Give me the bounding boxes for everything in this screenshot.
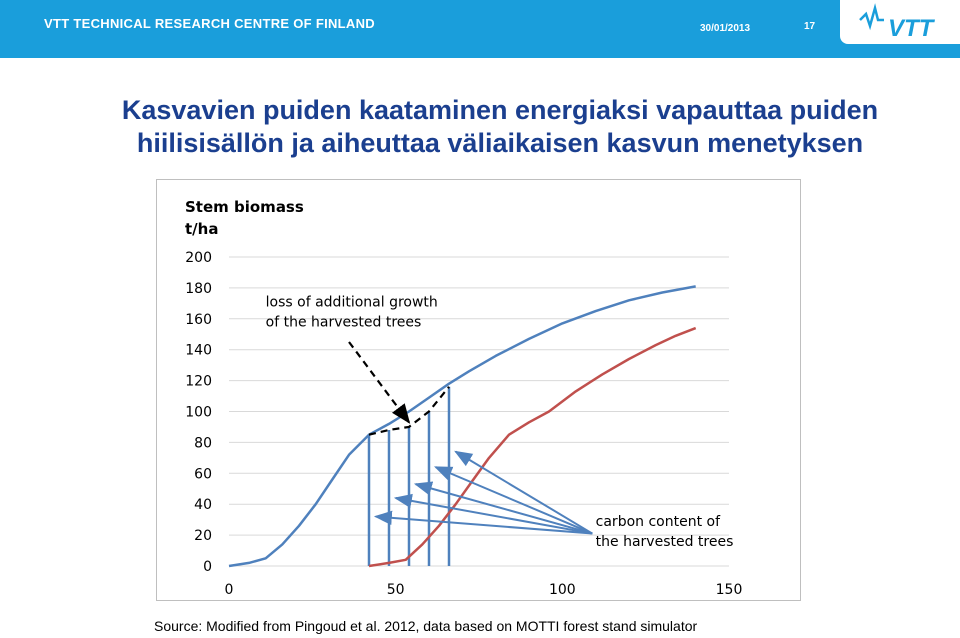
y-tick-label-100: 100 bbox=[185, 404, 212, 421]
slide-date: 30/01/2013 bbox=[700, 23, 751, 34]
slide-title-line2: hiilisisällön ja aiheuttaa väliaikaisen kasvun menetyksen bbox=[136, 128, 864, 158]
y-tick-label-60: 60 bbox=[194, 466, 212, 483]
series-line-2 bbox=[369, 328, 696, 566]
y-axis-label-line2: t/ha bbox=[185, 220, 219, 238]
x-tick-label-100: 100 bbox=[548, 582, 576, 598]
source-caption: Source: Modified from Pingoud et al. 2012, data based on MOTTI forest stand simulator bbox=[154, 618, 698, 634]
annotation-carbon-line1: carbon content of bbox=[595, 513, 721, 530]
y-tick-label-120: 120 bbox=[185, 373, 212, 390]
page-number: 17 bbox=[804, 21, 816, 32]
slide-title-line1: Kasvavien puiden kaataminen energiaksi vapauttaa puiden bbox=[121, 95, 879, 125]
y-tick-label-160: 160 bbox=[185, 311, 212, 328]
annotation-carbon-line2: the harvested trees bbox=[595, 533, 734, 550]
y-tick-label-200: 200 bbox=[185, 250, 212, 266]
biomass-chart bbox=[157, 180, 800, 600]
y-tick-label-140: 140 bbox=[185, 342, 212, 359]
annotation-loss-line1: loss of additional growth bbox=[265, 294, 438, 311]
header-bar bbox=[0, 0, 960, 58]
y-axis-label-line1: Stem biomass bbox=[185, 198, 304, 216]
vtt-logo bbox=[840, 0, 960, 44]
y-tick-label-180: 180 bbox=[185, 280, 212, 297]
y-tick-label-80: 80 bbox=[194, 435, 212, 452]
x-tick-label-150: 150 bbox=[715, 582, 743, 598]
annotation-loss-line2: of the harvested trees bbox=[265, 314, 422, 331]
x-tick-label-0: 0 bbox=[224, 582, 234, 598]
logo-text: VTT bbox=[888, 15, 934, 42]
vtt-logo-icon bbox=[840, 0, 960, 44]
annotation-loss-arrow bbox=[349, 342, 409, 422]
slide-title bbox=[60, 94, 940, 160]
chart-frame bbox=[156, 179, 801, 601]
y-tick-label-0: 0 bbox=[203, 559, 212, 575]
y-tick-label-40: 40 bbox=[194, 497, 212, 514]
y-tick-label-20: 20 bbox=[194, 528, 212, 545]
organization-name: VTT TECHNICAL RESEARCH CENTRE OF FINLAND bbox=[44, 16, 375, 31]
x-tick-label-50: 50 bbox=[386, 582, 405, 598]
